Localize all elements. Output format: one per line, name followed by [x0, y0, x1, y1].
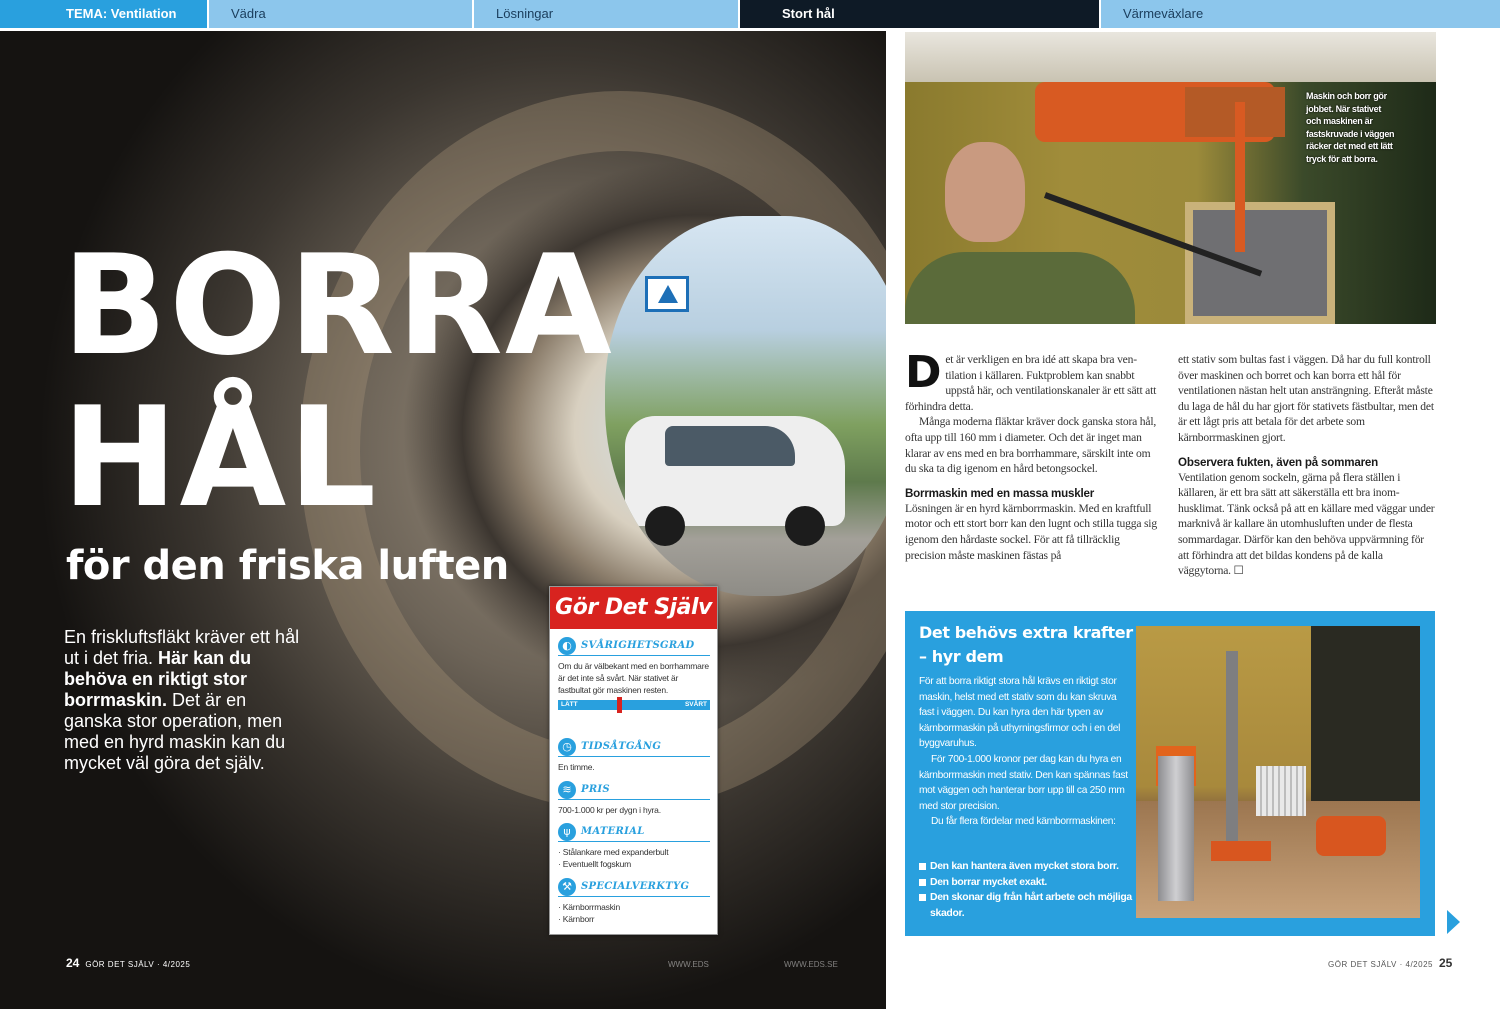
gauge-icon: ◐: [558, 637, 576, 655]
price-text: 700-1.000 kr per dygn i hyra.: [558, 805, 661, 815]
headline-line2: HÅL: [62, 377, 379, 538]
core-drill-photo: [1136, 626, 1420, 918]
article-column-2: [1178, 352, 1436, 579]
watermark: WWW.EDS.SE: [784, 960, 838, 969]
paragraph: För 700-1.000 kronor per dag kan du hyra en kärnborrmaskin med stativ. Den kan spännas fast mot väggen och hanterar borr upp till ca 250 mm med stor precision.: [919, 753, 1128, 812]
tools-label: SPECIALVERKTYG: [581, 881, 690, 892]
material-item: · Eventuellt fogskum: [558, 859, 632, 869]
subheading: Observera fukten, även på sommaren: [1178, 455, 1379, 469]
price-label: PRIS: [581, 784, 610, 795]
rental-box-text: [919, 674, 1129, 830]
page-number-left: 24 GÖR DET SJÄLV · 4/2025: [66, 956, 191, 970]
hole-view: [605, 216, 886, 596]
next-page-arrow-icon[interactable]: [1447, 910, 1460, 934]
paragraph: Lösningen är en hyrd kärnborrmaskin. Med en kraftfull motor och ett stort borr kan den lugnt och stilla tugga sig igenom den hårdaste sockel. För att få tillräcklig precision måste maskinen fästas på: [905, 501, 1157, 562]
tools-item: · Kärnborr: [558, 914, 595, 924]
paragraph: Många moderna fläktar kräver dock ganska stora hål, ofta upp till 160 mm i diameter. Och det är inget man klarar av ens med en bra borrhammare, särskilt inte om du ska ta dig igenom en hård betongsockel.: [905, 415, 1157, 476]
photo-caption: Maskin och borr gör jobbet. När stativet och maskinen är fastskruvade i väggen räcker det med ett lätt tryck för att borra.: [1306, 91, 1395, 164]
hero-photo: [0, 31, 886, 1009]
drilling-photo: [905, 32, 1436, 324]
dark-panel: [1311, 626, 1420, 816]
diy-infobox: [549, 586, 718, 935]
page-number-right: GÖR DET SJÄLV · 4/2025 25: [1328, 956, 1453, 970]
man-head: [945, 142, 1025, 242]
time-text: En timme.: [558, 762, 595, 772]
benefit-list: [919, 859, 1133, 921]
coins-icon: ≋: [558, 781, 576, 799]
material-section: [558, 822, 710, 870]
paragraph: Du får flera fördelar med kärnborrmaskinen:: [931, 816, 1116, 828]
material-item: · Stålankare med expanderbult: [558, 847, 669, 857]
radiator: [1256, 766, 1306, 816]
car-wheel: [645, 506, 685, 546]
subheading: Borrmaskin med en massa muskler: [905, 486, 1095, 500]
watermark: WWW.EDS: [668, 960, 709, 969]
drill-stand: [1235, 102, 1245, 252]
nav-tab-varmevaxlare[interactable]: Värmeväxlare: [1101, 0, 1500, 28]
tools-section: [558, 877, 710, 925]
benefit-item: Den skonar dig från hårt arbete och möjliga skador.: [919, 890, 1133, 921]
rental-box-title: Det behövs extra krafter – hyr dem: [919, 623, 1133, 666]
paragraph: et är verkligen en bra idé att skapa bra ventilation i källaren. Fuktproblem kan snabbt uppstå här, och ventilationskanaler är ett sätt att förhindra detta.: [905, 353, 1157, 413]
benefit-item: Den kan hantera även mycket stora borr.: [919, 859, 1133, 875]
paragraph: Ventilation genom sockeln, gärna på flera ställen i källaren, är ett bra sätt att säkerställa ett bra inomhusklimat. Tänk också på att en källare med väggar under marknivå är kallare än utomhusluften under de flesta sommardagar. Därför kan den behöva uppvärmning för att förhindra att det bildas kondens på de kalla väggytorna. ☐: [1178, 470, 1435, 578]
man-body: [905, 252, 1135, 324]
core-bit: [1158, 756, 1194, 901]
material-list: [558, 846, 710, 870]
crosswalk-sign-icon: [645, 276, 689, 312]
difficulty-low: LÄTT: [561, 701, 578, 708]
paragraph: För att borra riktigt stora hål krävs en riktigt stor maskin, helst med ett stativ som du kan skruva fast i väggen. Du kan hyra den här typen av kärnborrmaskin på uthyrningsfirmor och i en del byggvaruhus.: [919, 676, 1121, 750]
clock-icon: ◷: [558, 738, 576, 756]
rental-box: [905, 611, 1435, 936]
intro-text: En friskluftsfläkt kräver ett hål ut i det fria. Här kan du behöva en riktigt stor borrmaskin. Det är en ganska stor operation, men med en hyrd maskin kan du mycket väl göra det själv.: [64, 627, 300, 773]
paragraph: ett stativ som bultas fast i väggen. Då har du full kontroll över maskinen och borret och kan borra ett hål för ventilationen nästan helt utan ansträngning. Efteråt måste du laga de hål du har gjort för stativets fästbultar, men det är ett lågt pris att betala för det arbete som kärnborrmaskinen gjort.: [1178, 353, 1434, 444]
car-window: [665, 426, 795, 466]
difficulty-high: SVÅRT: [684, 701, 707, 708]
infobox-header: Gör Det Själv: [550, 587, 717, 629]
nav-tab-losningar[interactable]: Lösningar: [474, 0, 740, 28]
stand-column: [1226, 651, 1238, 856]
drill-motor: [1316, 816, 1386, 856]
material-label: MATERIAL: [581, 826, 645, 837]
section-nav: [0, 0, 1500, 30]
nav-tab-theme[interactable]: TEMA: Ventilation: [0, 0, 209, 28]
nav-tab-stort-hal[interactable]: Stort hål: [740, 0, 1101, 28]
time-label: TIDSÅTGÅNG: [581, 741, 662, 752]
wrench-icon: ⚒: [558, 878, 576, 896]
nav-tab-vadra[interactable]: Vädra: [209, 0, 474, 28]
difficulty-section: [558, 636, 710, 710]
dropcap: D: [905, 347, 942, 398]
difficulty-text: Om du är välbekant med en borrhammare är det inte så svårt. När stativet är fastbultat gör maskinen resten.: [558, 661, 709, 695]
tools-item: · Kärnborrmaskin: [558, 902, 620, 912]
difficulty-bar: [558, 700, 710, 710]
ceiling: [905, 32, 1436, 82]
benefit-item: Den borrar mycket exakt.: [919, 875, 1133, 891]
difficulty-marker: [617, 697, 622, 713]
stand-base: [1211, 841, 1271, 861]
article-column-1: [905, 347, 1163, 563]
price-section: [558, 780, 710, 816]
material-icon: ψ: [558, 823, 576, 841]
headline-line1: BORRA: [62, 225, 614, 386]
tools-list: [558, 901, 710, 925]
wall-panel: [1185, 202, 1335, 324]
car-wheel: [785, 506, 825, 546]
headline-subtitle: för den friska luften: [66, 543, 509, 589]
difficulty-label: SVÅRIGHETSGRAD: [581, 640, 695, 651]
time-section: [558, 737, 710, 773]
